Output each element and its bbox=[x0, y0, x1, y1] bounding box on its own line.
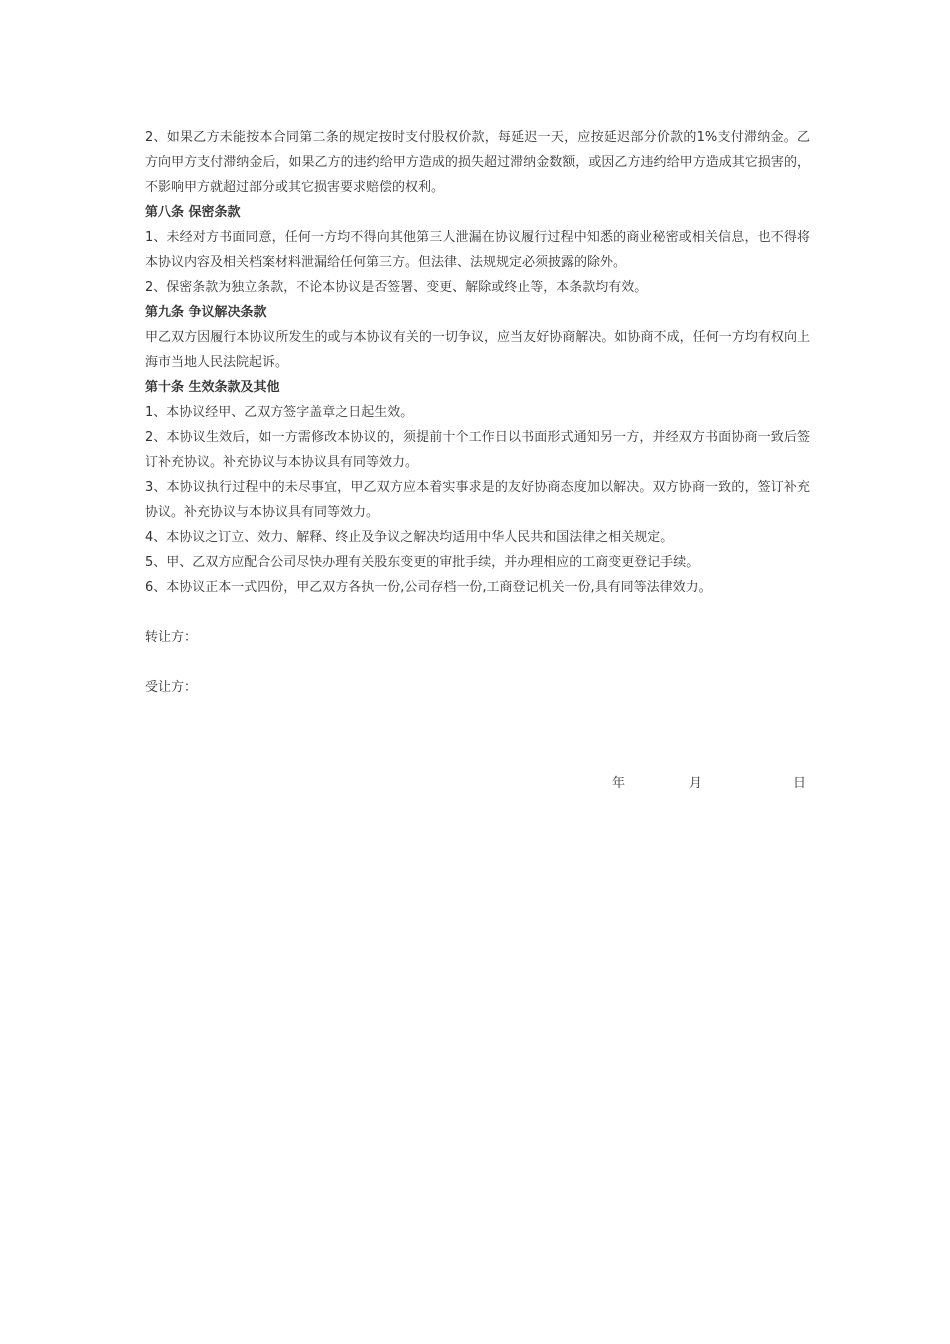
transferor-signature-label: 转让方： bbox=[145, 630, 198, 645]
clause8-item2: 2、保密条款为独立条款，不论本协议是否签署、变更、解除或终止等，本条款均有效。 bbox=[145, 280, 648, 295]
clause8-heading: 第八条 保密条款 bbox=[145, 205, 241, 220]
clause10-item1: 1、本协议经甲、乙双方签字盖章之日起生效。 bbox=[145, 405, 414, 420]
clause10-item2: 2、本协议生效后，如一方需修改本协议的，须提前十个工作日以书面形式通知另一方，并经双方书面协商一致后签订补充协议。补充协议与本协议具有同等效力。 bbox=[145, 430, 810, 470]
date-day-label: 日 bbox=[793, 776, 807, 791]
clause10-item6: 6、本协议正本一式四份，甲乙双方各执一份,公司存档一份,工商登记机关一份,具有同等法律效力。 bbox=[145, 580, 712, 595]
clause10-item4: 4、本协议之订立、效力、解释、终止及争议之解决均适用中华人民共和国法律之相关规定。 bbox=[145, 530, 674, 545]
date-year-label: 年 bbox=[612, 776, 626, 791]
clause9-body: 甲乙双方因履行本协议所发生的或与本协议有关的一切争议，应当友好协商解决。如协商不成，任何一方均有权向上海市当地人民法院起诉。 bbox=[145, 330, 810, 370]
clause10-item3: 3、本协议执行过程中的未尽事宜，甲乙双方应本着实事求是的友好协商态度加以解决。双方协商一致的，签订补充协议。补充协议与本协议具有同等效力。 bbox=[145, 480, 810, 520]
signing-date-line bbox=[145, 771, 807, 796]
clause10-item5: 5、甲、乙双方应配合公司尽快办理有关股东变更的审批手续，并办理相应的工商变更登记手续。 bbox=[145, 555, 700, 570]
clause7-item2: 2、如果乙方未能按本合同第二条的规定按时支付股权价款，每延迟一天，应按延迟部分价款的1%支付滞纳金。乙方向甲方支付滞纳金后，如果乙方的违约给甲方造成的损失超过滞纳金数额，或因乙方违约给甲方造成其它损害的，不影响甲方就超过部分或其它损害要求赔偿的权利。 bbox=[145, 130, 810, 195]
date-month-label: 月 bbox=[689, 776, 703, 791]
clause8-item1: 1、未经对方书面同意，任何一方均不得向其他第三人泄漏在协议履行过程中知悉的商业秘密或相关信息，也不得将本协议内容及相关档案材料泄漏给任何第三方。但法律、法规规定必须披露的除外。 bbox=[145, 230, 810, 270]
document-page bbox=[145, 125, 810, 700]
clause10-heading: 第十条 生效条款及其他 bbox=[145, 380, 280, 395]
clause9-heading: 第九条 争议解决条款 bbox=[145, 305, 267, 320]
transferee-signature-label: 受让方： bbox=[145, 680, 198, 695]
